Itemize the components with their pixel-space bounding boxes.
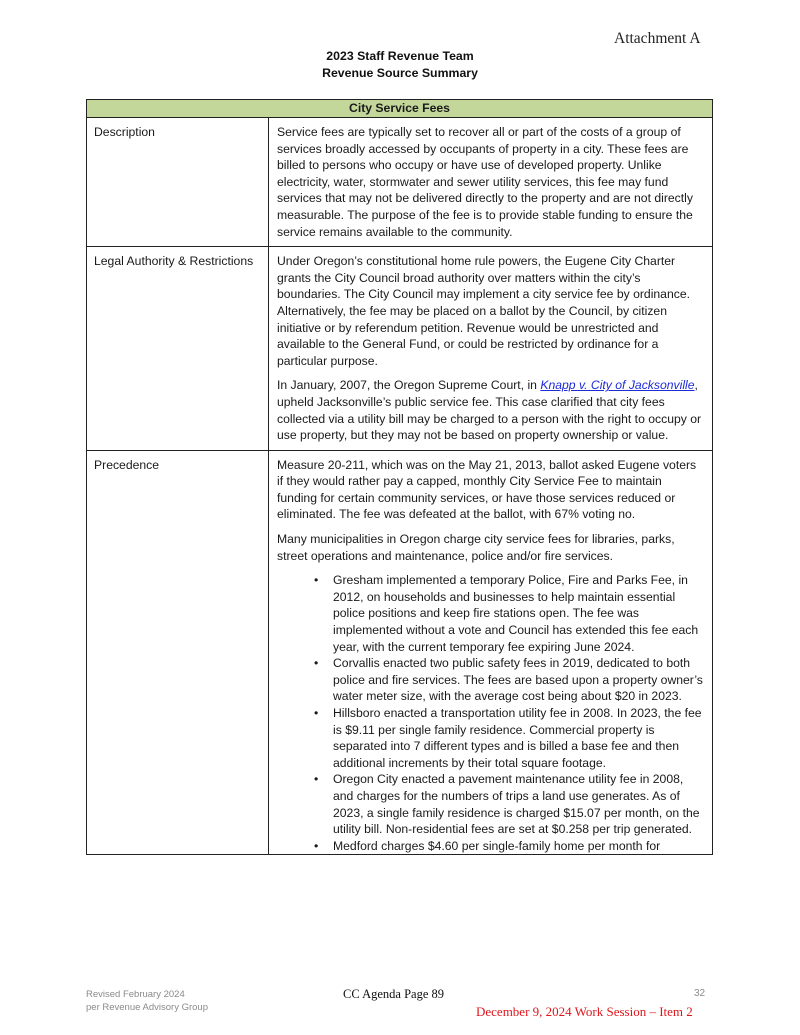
precedence-paragraph-1: Measure 20-211, which was on the May 21, 2013, ballot asked Eugene voters if they would rather pay a capped, monthly City Service Fee to maintain funding for certain community services, or have those services reduced or eliminated. The fee was defeated at the ballot, with 67% voting no.	[277, 457, 697, 522]
list-item: • Oregon City enacted a pavement maintenance utility fee in 2008, and charges for the numbers of trips a land use generates. As of 2023, a single family residence is charged $15.07 per month, on the utility bill. Non-residential fees are set at $0.258 per trip generated.	[314, 771, 704, 837]
legal-paragraph-1: Under Oregon’s constitutional home rule powers, the Eugene City Charter grants the City Council broad authority over matters within the city’s boundaries. The City Council may implement a city service fee by ordinance. Alternatively, the fee may be placed on a ballot by the Council, by citizen initiative or by referendum petition. Revenue would be unrestricted and available to the General Fund, or could be restricted by ordinance for a particular purpose.	[277, 254, 690, 368]
revision-line-2: per Revenue Advisory Group	[86, 1001, 208, 1013]
list-item: • Medford charges $4.60 per single-family home per month for	[314, 838, 704, 855]
row-label: Description	[87, 118, 269, 247]
title-line-1: 2023 Staff Revenue Team	[326, 49, 474, 63]
row-content	[269, 118, 713, 247]
text: , upheld Jacksonville’s public service fee. This case clarified that city fees collected via a utility bill may be charged to a person with the right to occupy or use property, but they may not be based on property ownership or value.	[277, 378, 702, 443]
table-row-precedence	[87, 450, 713, 855]
table-header: City Service Fees	[87, 100, 713, 118]
table-row-legal-authority	[87, 247, 713, 451]
description-paragraph: Service fees are typically set to recover all or part of the costs of a group of services broadly accessed by occupants of property in a city. These fees are billed to persons who occupy or have use of developed property. Unlike electricity, water, stormwater and sewer utility services, this fee may fund services that may not be delivered directly to the property and are not directly measurable. The purpose of the fee is to provide stable funding to ensure the service remains available to the community.	[277, 125, 693, 239]
page-number: 32	[694, 988, 706, 999]
row-label: Legal Authority & Restrictions	[87, 247, 269, 451]
title-line-2: Revenue Source Summary	[322, 66, 478, 80]
legal-paragraph-2	[277, 377, 704, 443]
row-content	[269, 247, 713, 451]
document-title	[0, 48, 800, 82]
revision-note	[86, 989, 208, 1014]
row-label: Precedence	[87, 450, 269, 855]
municipality-list	[277, 572, 704, 854]
text: In January, 2007, the Oregon Supreme Court, in	[277, 378, 541, 393]
work-session-label: December 9, 2024 Work Session – Item 2	[476, 1004, 693, 1019]
table-row-description	[87, 118, 713, 247]
knapp-case-link[interactable]: Knapp v. City of Jacksonville	[540, 378, 695, 393]
list-item: • Corvallis enacted two public safety fees in 2019, dedicated to both police and fire services. The fees are based upon a property owner’s water meter size, with the average cost being about $20 in 2023.	[314, 655, 704, 705]
list-item: • Gresham implemented a temporary Police, Fire and Parks Fee, in 2012, on households and businesses to help maintain essential police positions and keep fire stations open. The fee was implemented without a vote and Council has extended this fee each year, with the current temporary fee expiring June 2024.	[314, 572, 704, 655]
row-content	[269, 450, 713, 855]
precedence-paragraph-2: Many municipalities in Oregon charge city service fees for libraries, parks, street operations and maintenance, police and/or fire services.	[277, 532, 675, 563]
list-item: • Hillsboro enacted a transportation utility fee in 2008. In 2023, the fee is $9.11 per single family residence. Commercial property is separated into 7 different types and is billed a base fee and then additional increments by their total square footage.	[314, 705, 704, 771]
revenue-summary-table	[86, 99, 713, 855]
agenda-page: CC Agenda Page 89	[343, 987, 445, 1001]
revision-line-1: Revised February 2024	[86, 989, 185, 1000]
attachment-label: Attachment A	[614, 30, 701, 47]
